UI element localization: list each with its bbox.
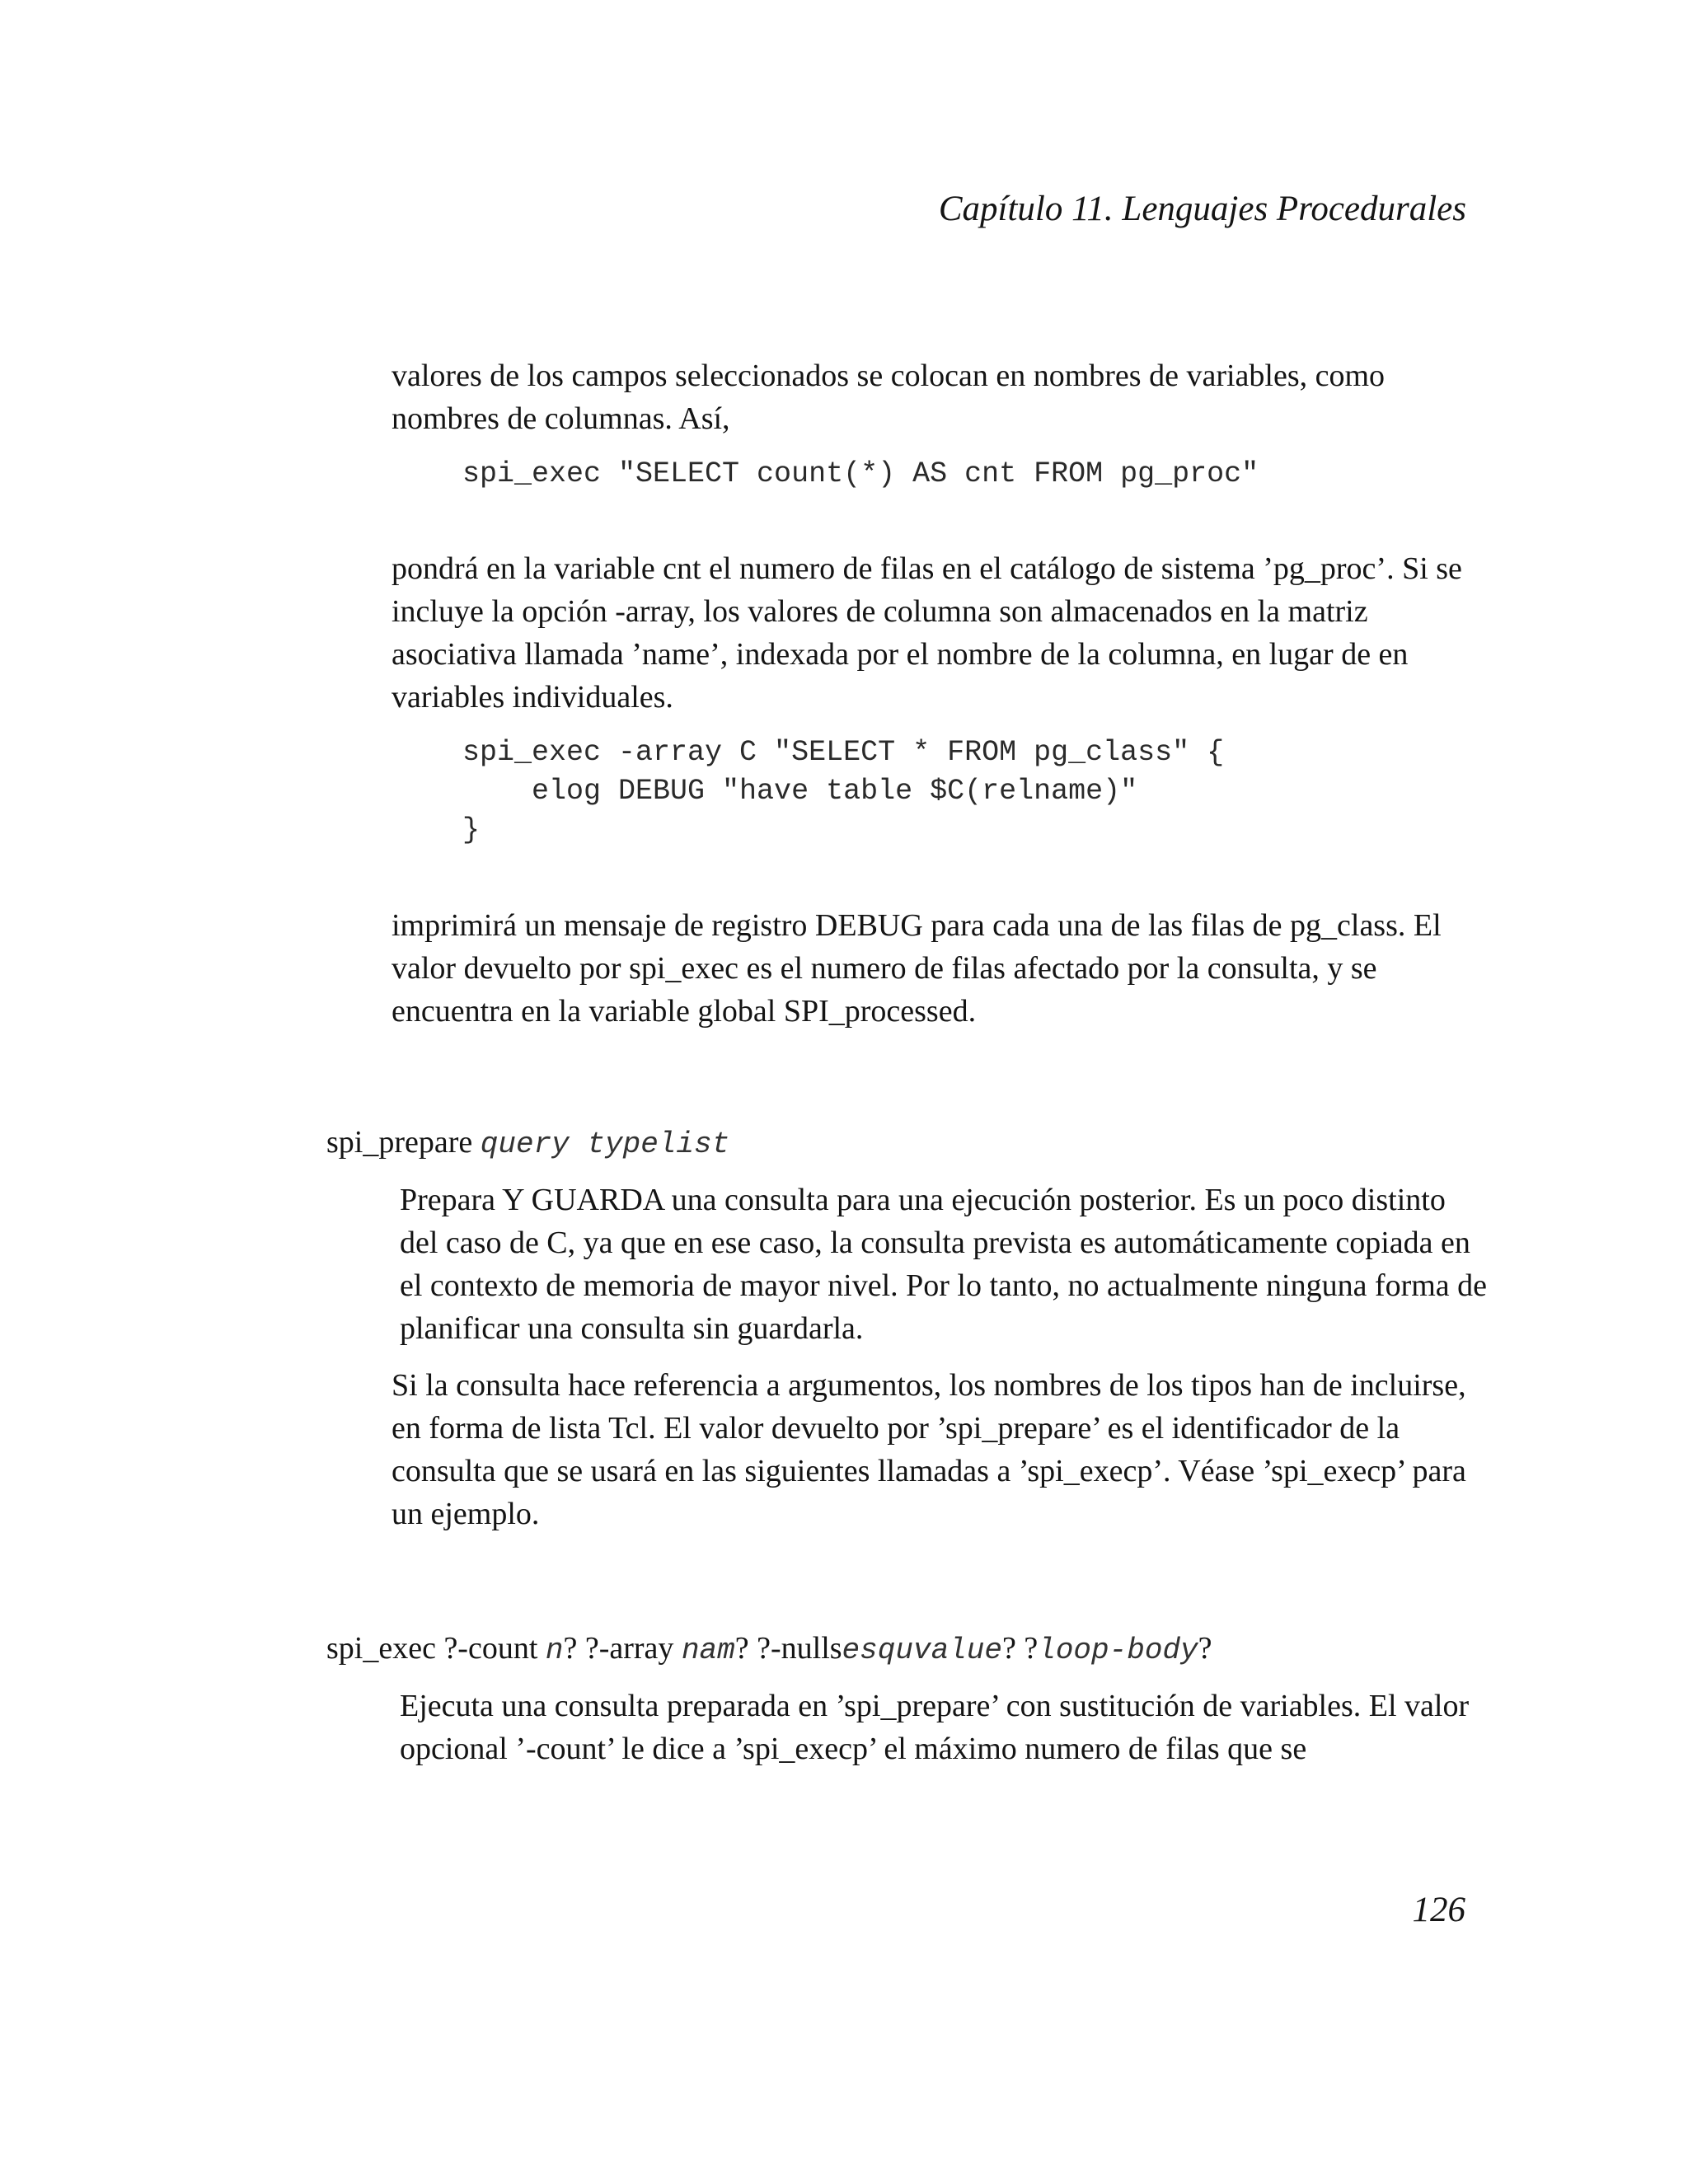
term-arguments: query typelist	[480, 1127, 730, 1161]
term-text: ?	[1198, 1631, 1212, 1666]
paragraph-text: pondrá en la variable cnt el numero de filas en el catálogo de sistema ’pg_proc’. Si se incluye la opción -array, los valores de columna son almacenados en la matriz asociativa llamada ’name’, indexada por el nombre de la columna, en lugar de en variables individuales.	[392, 551, 1462, 715]
paragraph-text: Si la consulta hace referencia a argumentos, los nombres de los tipos han de incluirse, en forma de lista Tcl. El valor devuelto por ’spi_prepare’ es el identificador de la consulta que se usará en las siguientes llamadas a ’spi_execp’. Véase ’spi_execp’ para un ejemplo.	[392, 1368, 1466, 1531]
page-number: 126	[1412, 1891, 1465, 1929]
code-example-array: spi_exec -array C "SELECT * FROM pg_class" { elog DEBUG "have table $C(relname)" }	[462, 736, 1225, 846]
term-argument: n	[545, 1633, 564, 1667]
paragraph-spi-prepare-description	[392, 1179, 1488, 1350]
term-spi-exec	[326, 1627, 1212, 1672]
paragraph-text: imprimirá un mensaje de registro DEBUG para cada una de las filas de pg_class. El valor devuelto por spi_exec es el numero de filas afectado por la consulta, y se encuentra en la variable global SPI_processed.	[392, 908, 1442, 1029]
term-argument: nam	[681, 1633, 735, 1667]
paragraph-spi-execp-description	[392, 1685, 1488, 1770]
paragraph-text: Ejecuta una consulta preparada en ’spi_prepare’ con sustitución de variables. El valor opcional ’-count’ le dice a ’spi_execp’ el máximo numero de filas que se	[400, 1689, 1470, 1766]
paragraph-debug-message	[392, 904, 1488, 1033]
term-name: spi_prepare	[326, 1125, 481, 1160]
paragraph-spi-prepare-arguments	[392, 1364, 1488, 1535]
code-example-count: spi_exec "SELECT count(*) AS cnt FROM pg_proc"	[462, 457, 1259, 490]
term-argument: loop-body	[1038, 1633, 1198, 1667]
term-text: ? ?	[1001, 1631, 1039, 1666]
paragraph-cnt-explanation	[392, 547, 1488, 719]
running-header: Capítulo 11. Lenguajes Procedurales	[938, 190, 1466, 228]
term-argument: esquvalue	[842, 1633, 1002, 1667]
term-text: spi_exec ?-count	[326, 1631, 546, 1666]
paragraph-text: valores de los campos seleccionados se colocan en nombres de variables, como nombres de columnas. Así,	[392, 359, 1386, 436]
term-text: ? ?-array	[563, 1631, 682, 1666]
paragraph-text: Prepara Y GUARDA una consulta para una ejecución posterior. Es un poco distinto del caso de C, ya que en ese caso, la consulta prevista es automáticamente copiada en el contexto de memoria de mayor nivel. Por lo tanto, no actualmente ninguna forma de planificar una consulta sin guardarla.	[400, 1183, 1488, 1346]
paragraph-fields-into-variables	[392, 354, 1488, 440]
term-text: ? ?-nulls	[734, 1631, 842, 1666]
term-spi-prepare	[326, 1121, 729, 1166]
